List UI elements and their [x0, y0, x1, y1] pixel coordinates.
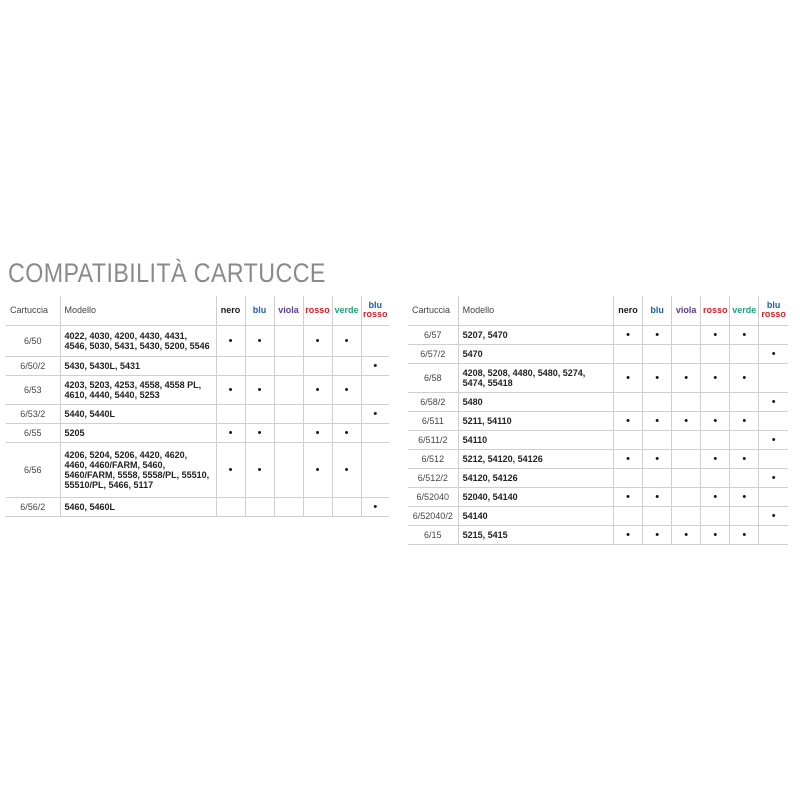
- compat-mark-cell: [672, 430, 701, 449]
- compat-mark-cell: [643, 392, 672, 411]
- compat-mark-cell: [216, 356, 245, 375]
- table-row: [408, 363, 788, 392]
- table-row: [6, 497, 389, 516]
- table-row: [408, 411, 788, 430]
- compat-mark-cell: [274, 442, 303, 497]
- compat-mark-cell: [643, 430, 672, 449]
- compat-mark-cell: [614, 344, 643, 363]
- cartuccia-cell: 6/511: [408, 411, 458, 430]
- modello-cell: 4206, 5204, 5206, 4420, 4620, 4460, 4460/FARM, 5460, 5460/FARM, 5558, 5558/PL, 55510, 55510/PL, 5466, 5117: [60, 442, 216, 497]
- cartuccia-cell: 6/50/2: [6, 356, 60, 375]
- modello-cell: 5480: [458, 392, 613, 411]
- compat-mark-cell: •: [361, 356, 389, 375]
- compat-mark-cell: •: [332, 375, 361, 404]
- compat-mark-cell: [303, 404, 332, 423]
- compat-mark-cell: [701, 344, 730, 363]
- compat-mark-cell: •: [759, 344, 788, 363]
- compat-mark-cell: •: [614, 363, 643, 392]
- compat-mark-cell: •: [245, 442, 274, 497]
- compat-mark-cell: •: [730, 363, 759, 392]
- compat-mark-cell: [332, 404, 361, 423]
- compat-mark-cell: •: [701, 449, 730, 468]
- compat-mark-cell: [672, 344, 701, 363]
- modello-cell: 5207, 5470: [458, 325, 613, 344]
- compat-mark-cell: [759, 525, 788, 544]
- table-row: [408, 344, 788, 363]
- cartuccia-cell: 6/56: [6, 442, 60, 497]
- table-row: [6, 423, 389, 442]
- table-row: [408, 392, 788, 411]
- modello-cell: 52040, 54140: [458, 487, 613, 506]
- compat-mark-cell: [274, 497, 303, 516]
- compat-mark-cell: [730, 506, 759, 525]
- blu-rosso-header-blu: blu: [766, 300, 781, 311]
- compat-mark-cell: [672, 506, 701, 525]
- compat-mark-cell: [361, 375, 389, 404]
- compat-mark-cell: •: [730, 325, 759, 344]
- modello-cell: 5430, 5430L, 5431: [60, 356, 216, 375]
- table-row: [408, 506, 788, 525]
- compat-mark-cell: [614, 468, 643, 487]
- compat-mark-cell: [303, 356, 332, 375]
- blu-header: blu: [643, 296, 672, 325]
- blu-rosso-header-rosso: rosso: [362, 309, 388, 320]
- compat-mark-cell: [216, 497, 245, 516]
- compat-mark-cell: •: [303, 375, 332, 404]
- modello-cell: 54120, 54126: [458, 468, 613, 487]
- table-row: [408, 449, 788, 468]
- compat-mark-cell: [672, 449, 701, 468]
- blu-rosso-header: [361, 296, 389, 325]
- cartuccia-cell: 6/512: [408, 449, 458, 468]
- compat-mark-cell: •: [216, 423, 245, 442]
- cartuccia-cell: 6/55: [6, 423, 60, 442]
- compat-mark-cell: [701, 392, 730, 411]
- cartuccia-cell: 6/511/2: [408, 430, 458, 449]
- compat-mark-cell: •: [216, 325, 245, 356]
- table-row: [408, 487, 788, 506]
- compat-mark-cell: [245, 497, 274, 516]
- modello-cell: 54140: [458, 506, 613, 525]
- compat-mark-cell: [730, 344, 759, 363]
- compat-mark-cell: •: [672, 525, 701, 544]
- compat-mark-cell: [672, 468, 701, 487]
- compat-mark-cell: [274, 325, 303, 356]
- compat-mark-cell: [730, 468, 759, 487]
- table-row: [6, 325, 389, 356]
- compat-mark-cell: [361, 423, 389, 442]
- compat-mark-cell: •: [216, 442, 245, 497]
- modello-cell: 5460, 5460L: [60, 497, 216, 516]
- cartuccia-cell: 6/57/2: [408, 344, 458, 363]
- compat-mark-cell: •: [672, 363, 701, 392]
- nero-header: nero: [614, 296, 643, 325]
- compat-mark-cell: [643, 344, 672, 363]
- compat-mark-cell: [245, 404, 274, 423]
- compat-mark-cell: •: [759, 392, 788, 411]
- compat-mark-cell: •: [361, 404, 389, 423]
- compat-mark-cell: [759, 363, 788, 392]
- compat-mark-cell: •: [701, 525, 730, 544]
- compat-mark-cell: •: [701, 411, 730, 430]
- cartuccia-cell: 6/56/2: [6, 497, 60, 516]
- modello-cell: 5211, 54110: [458, 411, 613, 430]
- cartuccia-header: Cartuccia: [6, 296, 60, 325]
- compat-mark-cell: •: [614, 525, 643, 544]
- compat-mark-cell: [643, 506, 672, 525]
- modello-header: Modello: [458, 296, 613, 325]
- modello-cell: 5205: [60, 423, 216, 442]
- compat-mark-cell: •: [245, 375, 274, 404]
- modello-header: Modello: [60, 296, 216, 325]
- compat-mark-cell: [759, 449, 788, 468]
- cartuccia-cell: 6/52040/2: [408, 506, 458, 525]
- compat-mark-cell: •: [614, 411, 643, 430]
- compat-mark-cell: [759, 487, 788, 506]
- viola-header: viola: [672, 296, 701, 325]
- cartuccia-cell: 6/57: [408, 325, 458, 344]
- cartuccia-cell: 6/512/2: [408, 468, 458, 487]
- compat-mark-cell: •: [643, 449, 672, 468]
- blu-rosso-header-blu: blu: [368, 300, 382, 311]
- compat-mark-cell: •: [759, 430, 788, 449]
- compat-mark-cell: [303, 497, 332, 516]
- compat-mark-cell: •: [730, 487, 759, 506]
- cartuccia-cell: 6/15: [408, 525, 458, 544]
- table-row: [408, 468, 788, 487]
- compat-mark-cell: •: [730, 411, 759, 430]
- compat-mark-cell: [614, 430, 643, 449]
- blu-header: blu: [245, 296, 274, 325]
- modello-cell: 4022, 4030, 4200, 4430, 4431, 4546, 5030, 5431, 5430, 5200, 5546: [60, 325, 216, 356]
- rosso-header: rosso: [701, 296, 730, 325]
- compat-mark-cell: [759, 411, 788, 430]
- compat-mark-cell: •: [701, 325, 730, 344]
- table-row: [408, 525, 788, 544]
- compat-mark-cell: [672, 392, 701, 411]
- blu-rosso-header-rosso: rosso: [761, 309, 786, 320]
- compat-mark-cell: •: [303, 423, 332, 442]
- compat-mark-cell: •: [332, 442, 361, 497]
- compat-mark-cell: •: [730, 525, 759, 544]
- compatibility-table-right: [408, 296, 788, 545]
- compat-mark-cell: •: [759, 468, 788, 487]
- rosso-header: rosso: [303, 296, 332, 325]
- verde-header: verde: [332, 296, 361, 325]
- compat-mark-cell: [759, 325, 788, 344]
- compat-mark-cell: •: [245, 423, 274, 442]
- table-row: [6, 356, 389, 375]
- modello-cell: 5212, 54120, 54126: [458, 449, 613, 468]
- table-row: [408, 430, 788, 449]
- compat-mark-cell: [730, 392, 759, 411]
- compat-mark-cell: [672, 325, 701, 344]
- cartuccia-cell: 6/53/2: [6, 404, 60, 423]
- compat-mark-cell: [614, 506, 643, 525]
- modello-cell: 54110: [458, 430, 613, 449]
- compat-mark-cell: [701, 506, 730, 525]
- compat-mark-cell: [332, 356, 361, 375]
- cartuccia-cell: 6/53: [6, 375, 60, 404]
- cartuccia-cell: 6/50: [6, 325, 60, 356]
- table-row: [6, 404, 389, 423]
- compat-mark-cell: [274, 375, 303, 404]
- compat-mark-cell: •: [643, 411, 672, 430]
- compat-mark-cell: [643, 468, 672, 487]
- cartuccia-cell: 6/52040: [408, 487, 458, 506]
- compat-mark-cell: •: [614, 325, 643, 344]
- compat-mark-cell: •: [332, 423, 361, 442]
- compat-mark-cell: •: [361, 497, 389, 516]
- compat-mark-cell: [361, 325, 389, 356]
- compat-mark-cell: •: [643, 363, 672, 392]
- compat-mark-cell: [332, 497, 361, 516]
- compat-mark-cell: [361, 442, 389, 497]
- compat-mark-cell: •: [701, 363, 730, 392]
- compat-mark-cell: •: [614, 487, 643, 506]
- modello-cell: 5440, 5440L: [60, 404, 216, 423]
- cartuccia-cell: 6/58: [408, 363, 458, 392]
- compat-mark-cell: [274, 423, 303, 442]
- viola-header: viola: [274, 296, 303, 325]
- table-row: [6, 442, 389, 497]
- compat-mark-cell: [274, 356, 303, 375]
- compat-mark-cell: •: [643, 487, 672, 506]
- compat-mark-cell: [216, 404, 245, 423]
- compat-mark-cell: •: [730, 449, 759, 468]
- compat-mark-cell: •: [701, 487, 730, 506]
- compat-mark-cell: [672, 487, 701, 506]
- cartuccia-cell: 6/58/2: [408, 392, 458, 411]
- compat-mark-cell: •: [643, 525, 672, 544]
- modello-cell: 5215, 5415: [458, 525, 613, 544]
- compat-mark-cell: •: [245, 325, 274, 356]
- compat-mark-cell: [245, 356, 274, 375]
- blu-rosso-header: [759, 296, 788, 325]
- modello-cell: 5470: [458, 344, 613, 363]
- compat-mark-cell: •: [672, 411, 701, 430]
- compat-mark-cell: •: [303, 325, 332, 356]
- compat-mark-cell: [701, 468, 730, 487]
- table-row: [408, 325, 788, 344]
- nero-header: nero: [216, 296, 245, 325]
- compat-mark-cell: •: [332, 325, 361, 356]
- compat-mark-cell: •: [303, 442, 332, 497]
- modello-cell: 4203, 5203, 4253, 4558, 4558 PL, 4610, 4440, 5440, 5253: [60, 375, 216, 404]
- page-title: COMPATIBILITÀ CARTUCCE: [8, 258, 326, 288]
- compat-mark-cell: •: [643, 325, 672, 344]
- compat-mark-cell: [274, 404, 303, 423]
- compat-mark-cell: •: [614, 449, 643, 468]
- compat-mark-cell: •: [216, 375, 245, 404]
- cartuccia-header: Cartuccia: [408, 296, 458, 325]
- compat-mark-cell: [614, 392, 643, 411]
- compat-mark-cell: [701, 430, 730, 449]
- compat-mark-cell: •: [759, 506, 788, 525]
- compatibility-table-left: [6, 296, 389, 517]
- table-row: [6, 375, 389, 404]
- modello-cell: 4208, 5208, 4480, 5480, 5274, 5474, 55418: [458, 363, 613, 392]
- compat-mark-cell: [730, 430, 759, 449]
- verde-header: verde: [730, 296, 759, 325]
